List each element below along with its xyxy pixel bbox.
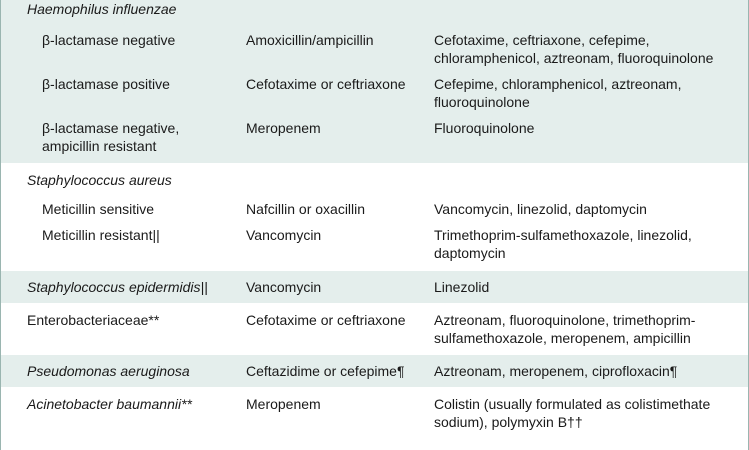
first-choice-cell: Vancomycin xyxy=(229,271,418,304)
table-row xyxy=(1,388,748,439)
organism-cell: Acinetobacter baumannii** xyxy=(1,388,229,439)
alternatives-cell: Fluoroquinolone xyxy=(418,115,748,164)
first-choice-cell: Vancomycin xyxy=(229,222,418,271)
organism-cell: Enterobacteriaceae** xyxy=(1,304,229,355)
organism-cell: Staphylococcus aureus xyxy=(1,164,229,197)
organism-cell: Meticillin resistant|| xyxy=(1,222,229,271)
alternatives-cell: Colistin (usually formulated as colistimethate sodium), polymyxin B†† xyxy=(418,388,748,439)
organism-cell: β-lactamase negative, ampicillin resistant xyxy=(1,115,229,164)
first-choice-cell: Meropenem xyxy=(229,115,418,164)
first-choice-cell: Cefotaxime or ceftriaxone xyxy=(229,71,418,115)
alternatives-cell xyxy=(418,0,748,27)
table-row xyxy=(1,222,748,271)
table-body xyxy=(1,0,748,438)
table-row xyxy=(1,271,748,304)
alternatives-cell xyxy=(418,164,748,197)
first-choice-cell: Cefotaxime or ceftriaxone xyxy=(229,304,418,355)
table-row xyxy=(1,27,748,71)
first-choice-cell: Nafcillin or oxacillin xyxy=(229,196,418,222)
table-row xyxy=(1,115,748,164)
table-row xyxy=(1,355,748,388)
organism-cell: Meticillin sensitive xyxy=(1,196,229,222)
first-choice-cell: Ceftazidime or cefepime¶ xyxy=(229,355,418,388)
table-row xyxy=(1,0,748,27)
alternatives-cell: Cefotaxime, ceftriaxone, cefepime, chloramphenicol, aztreonam, fluoroquinolone xyxy=(418,27,748,71)
alternatives-cell: Aztreonam, meropenem, ciprofloxacin¶ xyxy=(418,355,748,388)
organism-cell: Staphylococcus epidermidis|| xyxy=(1,271,229,304)
table-row xyxy=(1,304,748,355)
first-choice-cell: Amoxicillin/ampicillin xyxy=(229,27,418,71)
organism-cell: Pseudomonas aeruginosa xyxy=(1,355,229,388)
organism-cell: Haemophilus influenzae xyxy=(1,0,229,27)
table-row xyxy=(1,71,748,115)
antibiotic-table xyxy=(1,0,748,438)
alternatives-cell: Vancomycin, linezolid, daptomycin xyxy=(418,196,748,222)
first-choice-cell xyxy=(229,0,418,27)
alternatives-cell: Aztreonam, fluoroquinolone, trimethoprim-sulfamethoxazole, meropenem, ampicillin xyxy=(418,304,748,355)
organism-cell: β-lactamase negative xyxy=(1,27,229,71)
alternatives-cell: Cefepime, chloramphenicol, aztreonam, fluoroquinolone xyxy=(418,71,748,115)
table-row xyxy=(1,164,748,197)
first-choice-cell: Meropenem xyxy=(229,388,418,439)
organism-cell: β-lactamase positive xyxy=(1,71,229,115)
table-row xyxy=(1,196,748,222)
first-choice-cell xyxy=(229,164,418,197)
alternatives-cell: Linezolid xyxy=(418,271,748,304)
alternatives-cell: Trimethoprim-sulfamethoxazole, linezolid, daptomycin xyxy=(418,222,748,271)
